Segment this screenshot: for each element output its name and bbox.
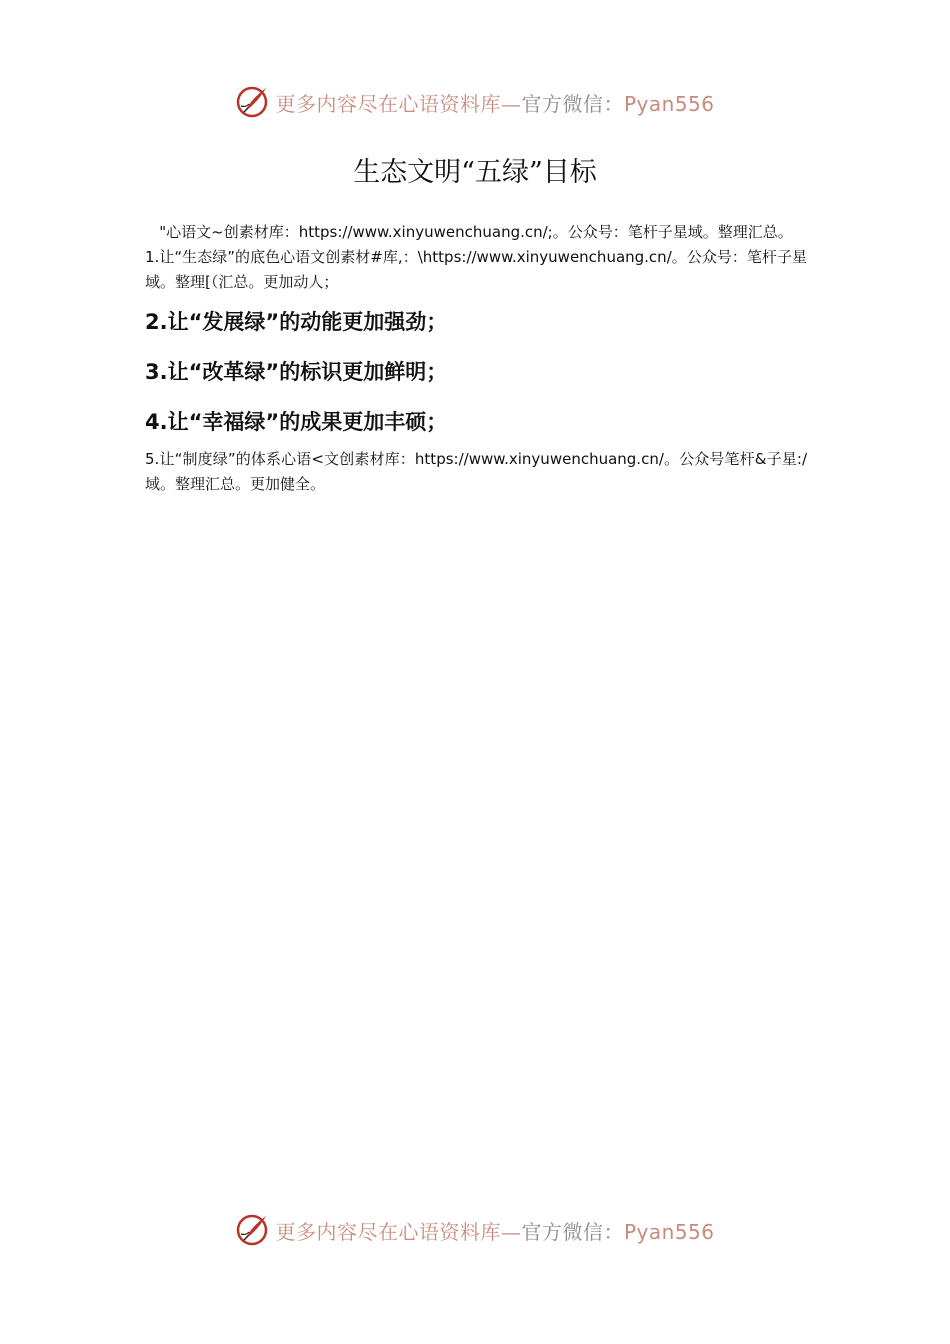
banner-handle: Pyan556 <box>623 91 715 116</box>
banner-official-text: 官方微信： <box>521 91 624 116</box>
quill-logo-icon <box>235 84 271 120</box>
quill-logo-icon <box>235 1212 271 1248</box>
paragraph-item-2: 2.让“发展绿”的动能更加强劲； <box>145 310 448 334</box>
banner-official-text: 官方微信： <box>521 1219 624 1244</box>
banner-main-text: 更多内容尽在心语资料库 <box>275 1219 501 1244</box>
banner-separator: — <box>500 91 522 116</box>
banner-main-text: 更多内容尽在心语资料库 <box>275 91 501 116</box>
document-body <box>145 220 807 497</box>
header-banner <box>0 80 950 124</box>
paragraph-item-3: 3.让“改革绿”的标识更加鲜明； <box>145 360 448 384</box>
paragraph-item-4: 4.让“幸福绿”的成果更加丰硕； <box>145 410 448 434</box>
document-title: 生态文明“五绿”目标 <box>353 157 597 188</box>
footer-banner <box>0 1208 950 1252</box>
banner-separator: — <box>500 1219 522 1244</box>
paragraph-item-1: 1.让“生态绿”的底色心语文创素材#库,：\https://www.xinyuwenchuang.cn/。公众号：笔杆子星域。整理[（汇总。更加动人； <box>145 248 807 291</box>
paragraph-intro: "心语文~创素材库：https://www.xinyuwenchuang.cn/;。公众号：笔杆子星域。整理汇总。 <box>159 223 793 241</box>
paragraph-item-5: 5.让“制度绿”的体系心语<文创素材库：https://www.xinyuwenchuang.cn/。公众号笔杆&子星:/域。整理汇总。更加健全。 <box>145 450 807 493</box>
banner-handle: Pyan556 <box>623 1219 715 1244</box>
